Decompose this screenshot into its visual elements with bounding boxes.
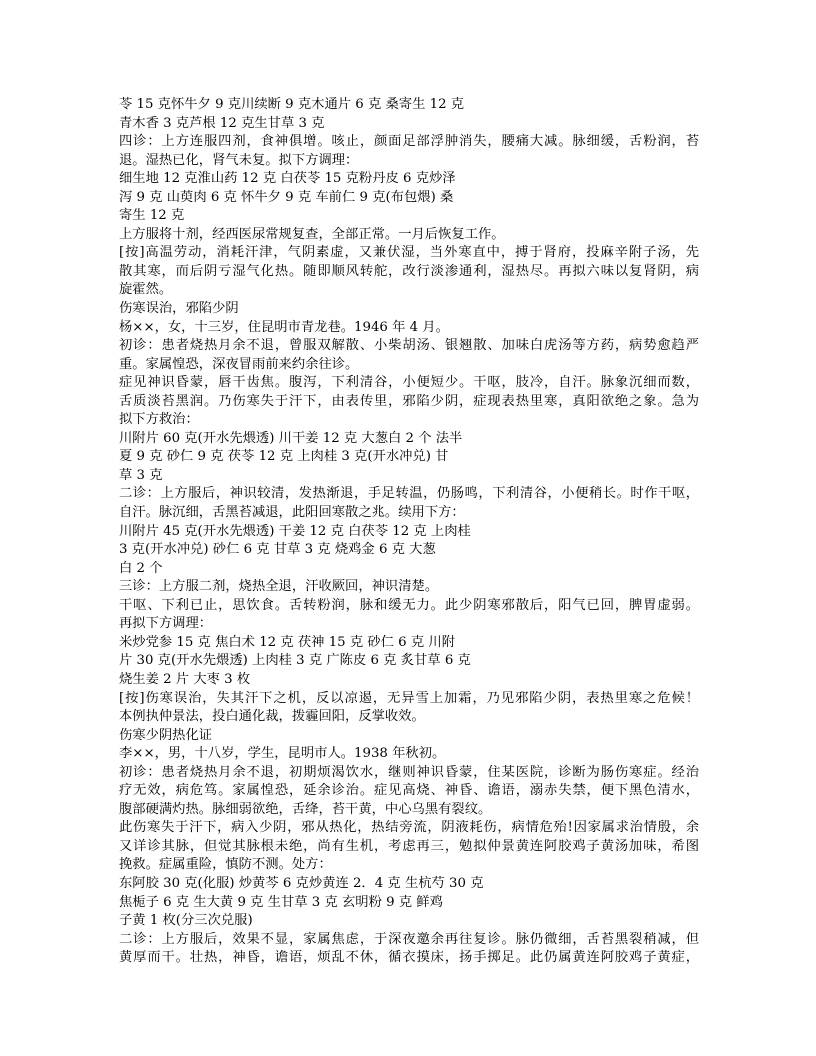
- text-line: 二诊：上方服后，效果不显，家属焦虑，于深夜邀余再往复诊。脉仍微细，舌苔黑裂稍减，但: [119, 931, 699, 947]
- text-line: [按]高温劳动，消耗汗津，气阴素虚，又兼伏湿，当外寒直中，搏于肾府，投麻辛附子汤，先: [119, 245, 699, 261]
- text-line: 拟下方救治：: [119, 412, 199, 428]
- text-line: 夏 9 克 砂仁 9 克 茯苓 12 克 上肉桂 3 克(开水冲兑) 甘: [119, 449, 449, 465]
- text-line: 烧生姜 2 片 大枣 3 枚: [119, 671, 251, 687]
- text-line: 细生地 12 克淮山药 12 克 白茯苓 15 克粉丹皮 6 克炒泽: [119, 171, 456, 187]
- text-line: 初诊：患者烧热月余不退，初期烦渴饮水，继则神识昏蒙，住某医院，诊断为肠伤寒症。经治: [119, 764, 699, 780]
- text-line: 症见神识昏蒙，唇干齿焦。腹泻，下利清谷，小便短少。干呕，肢冷，自汗。脉象沉细而数，: [119, 375, 699, 391]
- text-line: 再拟下方调理：: [119, 616, 213, 632]
- text-line: 重。家属惶恐，深夜冒雨前来约余往诊。: [119, 356, 359, 372]
- text-line: 此伤寒失于汗下，病入少阴，邪从热化，热结旁流，阴液耗伤，病情危殆!因家属求治情殷，余: [119, 820, 699, 836]
- text-line: 干呕、下利已止，思饮食。舌转粉润，脉和缓无力。此少阴寒邪散后，阳气已回，脾胃虚弱。: [119, 597, 699, 613]
- text-line: 伤寒误治，邪陷少阴: [119, 301, 239, 317]
- text-line: 黄厚而干。壮热，神昏，谵语，烦乱不休，循衣摸床，扬手掷足。此仍属黄连阿胶鸡子黄症，: [119, 950, 699, 966]
- text-line: 青木香 3 克芦根 12 克生甘草 3 克: [119, 115, 325, 131]
- text-line: 腹部硬满灼热。脉细弱欲绝，舌绛，苔干黄，中心乌黑有裂纹。: [119, 801, 492, 817]
- text-line: 上方服将十剂，经西医尿常规复查，全部正常。一月后恢复工作。: [119, 226, 505, 242]
- text-line: 挽救。症属重险，慎防不测。处方：: [119, 857, 332, 873]
- text-line: 子黄 1 枚(分三次兑服): [119, 913, 253, 929]
- text-line: 伤寒少阴热化证: [119, 727, 213, 743]
- text-line: 退。湿热已化，肾气未复。拟下方调理：: [119, 152, 359, 168]
- text-line: 川附片 45 克(开水先煨透) 干姜 12 克 白茯苓 12 克 上肉桂: [119, 523, 471, 539]
- text-line: 本例执仲景法，投白通化裁，拨霾回阳，反掌收效。: [119, 709, 425, 725]
- document-page: [119, 96, 699, 968]
- text-line: 散其寒，而后阴亏湿气化热。随即顺风转舵，改行淡渗通利，湿热尽。再拟六味以复肾阴，病: [119, 263, 699, 279]
- text-line: 3 克(开水冲兑) 砂仁 6 克 甘草 3 克 烧鸡金 6 克 大葱: [119, 542, 436, 558]
- text-line: 疗无效，病危笃。家属惶恐，延余诊治。症见高烧、神昏、谵语，溺赤失禁，便下黑色清水，: [119, 783, 699, 799]
- text-line: 李××，男，十八岁，学生，昆明市人。1938 年秋初。: [119, 746, 446, 762]
- text-line: 草 3 克: [119, 467, 163, 483]
- text-line: 二诊：上方服后，神识较清，发热渐退，手足转温，仍肠鸣，下利清谷，小便稍长。时作干呕，: [119, 486, 699, 502]
- text-line: 泻 9 克 山萸肉 6 克 怀牛夕 9 克 车前仁 9 克(布包煨) 桑: [119, 189, 454, 205]
- text-line: 东阿胶 30 克(化服) 炒黄芩 6 克炒黄连 2．4 克 生杭芍 30 克: [119, 875, 484, 891]
- text-line: 三诊：上方服二剂，烧热全退，汗收厥回，神识清楚。: [119, 579, 439, 595]
- text-line: 又详诊其脉，但觉其脉根未绝，尚有生机，考虑再三，勉拟仲景黄连阿胶鸡子黄汤加味，希图: [119, 838, 699, 854]
- text-line: 初诊：患者烧热月余不退，曾服双解散、小柴胡汤、银翘散、加味白虎汤等方药，病势愈趋严: [119, 338, 699, 354]
- text-line: [按]伤寒误治，失其汗下之机，反以凉遏，无异雪上加霜，乃见邪陷少阴，表热里寒之危候！: [119, 690, 699, 706]
- text-line: 米炒党参 15 克 焦白术 12 克 茯神 15 克 砂仁 6 克 川附: [119, 634, 455, 650]
- text-line: 焦栀子 6 克 生大黄 9 克 生甘草 3 克 玄明粉 9 克 鲜鸡: [119, 894, 443, 910]
- text-line: 自汗。脉沉细，舌黑苔减退，此阳回寒散之兆。续用下方：: [119, 505, 465, 521]
- text-line: 杨××，女，十三岁，住昆明市青龙巷。1946 年 4 月。: [119, 319, 449, 335]
- text-line: 白 2 个: [119, 560, 163, 576]
- text-line: 川附片 60 克(开水先煨透) 川干姜 12 克 大葱白 2 个 法半: [119, 430, 463, 446]
- text-line: 旋霍然。: [119, 282, 173, 298]
- text-line: 寄生 12 克: [119, 208, 185, 224]
- text-line: 苓 15 克怀牛夕 9 克川续断 9 克木通片 6 克 桑寄生 12 克: [119, 97, 465, 112]
- text-line: 四诊：上方连服四剂，食神俱增。咳止，颜面足部浮肿消失，腰痛大减。脉细缓，舌粉润，苔: [119, 134, 699, 150]
- text-line: 舌质淡苔黑润。乃伤寒失于汗下，由表传里，邪陷少阴，症现表热里寒，真阳欲绝之象。急为: [119, 393, 699, 409]
- text-line: 片 30 克(开水先煨透) 上肉桂 3 克 广陈皮 6 克 炙甘草 6 克: [119, 653, 471, 669]
